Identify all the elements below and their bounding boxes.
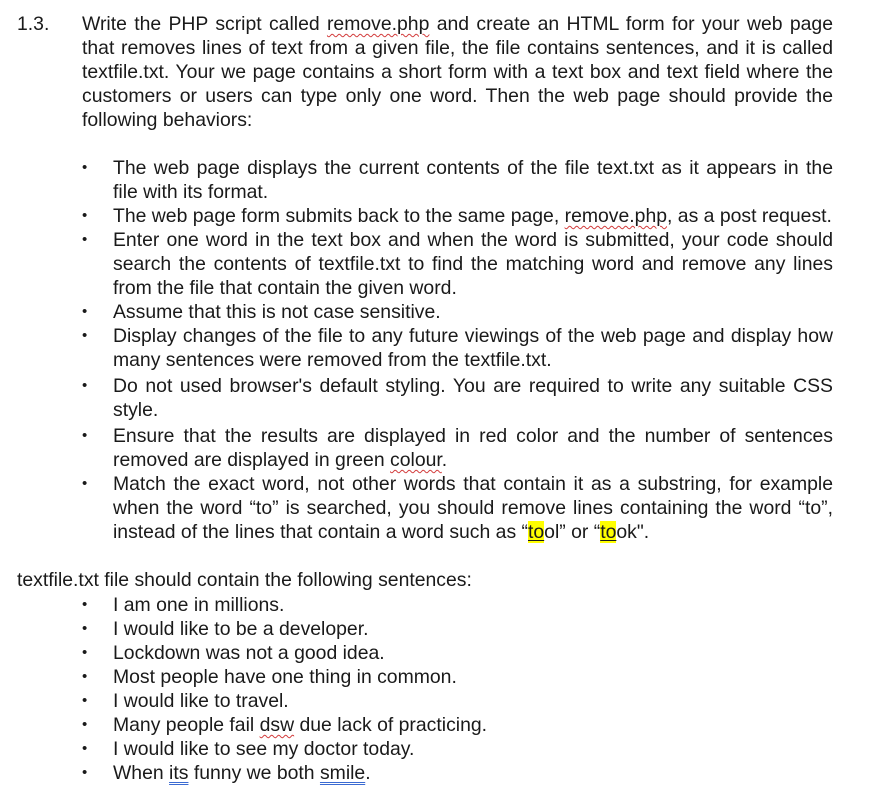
- requirement-item: • Assume that this is not case sensitive.: [82, 300, 833, 324]
- section-number: 1.3.: [17, 13, 50, 35]
- sentence-item: • I would like to see my doctor today.: [82, 737, 833, 761]
- requirements-list: [82, 156, 833, 544]
- sentence-item: • I am one in millions.: [82, 593, 833, 617]
- requirement-item: • Do not used browser's default styling. You are required to write any suitable CSS style.: [82, 374, 833, 422]
- requirement-item: • The web page displays the current contents of the file text.txt as it appears in the file with its format.: [82, 156, 833, 204]
- sentences-list: [82, 593, 833, 785]
- intro-paragraph: Write the PHP script called remove.php and create an HTML form for your web page that removes lines of text from a given file, the file contains sentences, and it is called textfile.txt. Your we page contains a short form with a text box and text field where the customers or users can type only one word. Then the web page should provide the following behaviors:: [82, 13, 833, 131]
- sentence-item: • I would like to travel.: [82, 689, 833, 713]
- requirement-item: • Enter one word in the text box and when the word is submitted, your code should search the contents of textfile.txt to find the matching word and remove any lines from the file that contain the given word.: [82, 228, 833, 300]
- requirement-item: • Match the exact word, not other words that contain it as a substring, for example when the word “to” is searched, you should remove lines containing the word “to”, instead of the lines that contain a word such as “tool” or “took".: [82, 472, 833, 544]
- textfile-heading: textfile.txt file should contain the following sentences:: [17, 569, 472, 591]
- sentence-item: • When its funny we both smile.: [82, 761, 833, 785]
- highlight: to: [600, 521, 617, 543]
- highlight: to: [528, 521, 545, 543]
- sentence-item: • I would like to be a developer.: [82, 617, 833, 641]
- requirement-item: • Ensure that the results are displayed in red color and the number of sentences removed are displayed in green colour.: [82, 424, 833, 472]
- sentence-item: • Many people fail dsw due lack of practicing.: [82, 713, 833, 737]
- sentence-item: • Lockdown was not a good idea.: [82, 641, 833, 665]
- sentence-item: • Most people have one thing in common.: [82, 665, 833, 689]
- requirement-item: • The web page form submits back to the same page, remove.php, as a post request.: [82, 204, 833, 228]
- filename-remove-php: remove.php: [326, 13, 430, 35]
- requirement-item: • Display changes of the file to any future viewings of the web page and display how many sentences were removed from the textfile.txt.: [82, 324, 833, 372]
